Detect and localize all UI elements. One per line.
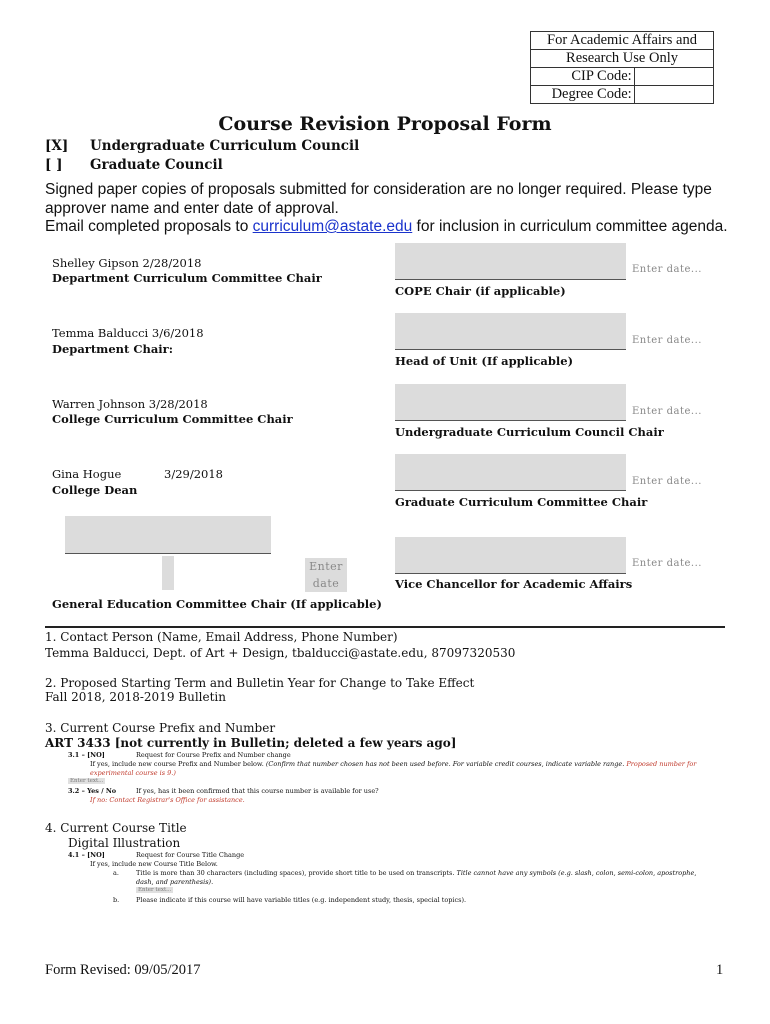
cope-chair-signature-field[interactable] [395, 243, 626, 279]
gcc-chair-date[interactable]: Enter date... [632, 476, 702, 487]
form-revised: Form Revised: 09/05/2017 [45, 962, 201, 978]
head-unit-line [395, 349, 626, 350]
s4-heading: 4. Current Course Title [45, 821, 187, 835]
vc-line [395, 573, 626, 574]
gen-ed-line [65, 553, 271, 554]
q41a-text [136, 869, 716, 887]
sig-dean-date: 3/29/2018 [164, 467, 223, 481]
head-unit-date[interactable]: Enter date... [632, 335, 702, 346]
q31-note-c: Proposed number for experimental course is 9.) [90, 760, 697, 777]
gen-ed-date[interactable] [305, 558, 347, 592]
sig-dean-name: Gina Hogue [52, 467, 122, 481]
q41-note: If yes, include new Course Title Below. [90, 860, 218, 868]
sig-dean-role: College Dean [52, 483, 138, 497]
q31-text: Request for Course Prefix and Number change [136, 751, 291, 759]
q41b-label: b. [113, 896, 120, 904]
s3-value[interactable]: ART 3433 [not currently in Bulletin; deleted a few years ago] [45, 736, 457, 750]
ucc-chair-line [395, 420, 626, 421]
q31-note [90, 760, 715, 778]
box-line-1: For Academic Affairs and [531, 32, 714, 50]
page-number: 1 [716, 962, 724, 978]
box-line-2: Research Use Only [531, 50, 714, 68]
vc-date[interactable]: Enter date... [632, 558, 702, 569]
gen-ed-signature-tail[interactable] [162, 556, 174, 590]
ugrad-council-mark[interactable]: [X] [45, 138, 69, 154]
cip-code-label: CIP Code: [531, 68, 635, 86]
academic-affairs-box [530, 31, 714, 104]
gen-ed-date-date: date [312, 577, 340, 590]
gen-ed-date-enter: Enter [309, 560, 343, 573]
gen-ed-signature-field[interactable] [65, 516, 271, 553]
intro-text [45, 181, 735, 237]
vc-role: Vice Chancellor for Academic Affairs [395, 577, 633, 591]
q32-text: If yes, has it been confirmed that this course number is available for use? [136, 787, 379, 795]
cope-chair-line [395, 279, 626, 280]
grad-council-label: Graduate Council [90, 157, 223, 173]
ucc-chair-date[interactable]: Enter date... [632, 406, 702, 417]
sig-dept-chair-role: Department Chair: [52, 342, 173, 356]
q41a-enter-text[interactable]: Enter text... [138, 887, 172, 893]
section-divider [45, 626, 725, 628]
q41-text: Request for Course Title Change [136, 851, 245, 859]
q31-enter-text[interactable]: Enter text... [70, 778, 104, 784]
s2-value[interactable]: Fall 2018, 2018-2019 Bulletin [45, 690, 226, 704]
q41b-text: Please indicate if this course will have variable titles (e.g. independent study, thesis, special topics). [136, 896, 467, 904]
s4-value[interactable]: Digital Illustration [68, 836, 181, 850]
page-title: Course Revision Proposal Form [218, 113, 552, 135]
q32-number[interactable]: 3.2 – Yes / No [68, 787, 117, 795]
q31-note-a: If yes, include new course Prefix and Number below. [90, 760, 266, 768]
degree-code-label: Degree Code: [531, 86, 635, 104]
q31-number[interactable]: 3.1 – [NO] [68, 751, 105, 759]
gcc-chair-role: Graduate Curriculum Committee Chair [395, 495, 648, 509]
email-link[interactable]: curriculum@astate.edu [252, 218, 413, 235]
gcc-chair-signature-field[interactable] [395, 454, 626, 490]
s3-heading: 3. Current Course Prefix and Number [45, 721, 276, 735]
s1-value[interactable]: Temma Balducci, Dept. of Art + Design, tbalducci@astate.edu, 87097320530 [45, 646, 516, 660]
cip-code-field[interactable] [634, 68, 713, 86]
s1-heading: 1. Contact Person (Name, Email Address, Phone Number) [45, 630, 398, 644]
degree-code-field[interactable] [634, 86, 713, 104]
s2-heading: 2. Proposed Starting Term and Bulletin Year for Change to Take Effect [45, 676, 475, 690]
q31-note-b: (Confirm that number chosen has not been used before. For variable credit courses, indicate variable range. [265, 760, 627, 768]
intro-line-1: Signed paper copies of proposals submitted for consideration are no longer required. Please type approver name and enter date of approval. [45, 181, 712, 217]
grad-council-mark[interactable]: [ ] [45, 157, 63, 173]
q32-note: If no: Contact Registrar's Office for assistance. [90, 796, 245, 804]
head-unit-role: Head of Unit (If applicable) [395, 354, 574, 368]
intro-line-2 [45, 218, 735, 237]
q41a-text-italic: Title cannot have any symbols (e.g. slash, colon, semi-colon, apostrophe, dash, and parenthesis). [136, 869, 697, 886]
sig-dept-curr-name: Shelley Gipson 2/28/2018 [52, 256, 202, 270]
q41a-text-main: Title is more than 30 characters (including spaces), provide short title to be used on transcripts. [136, 869, 457, 877]
gen-ed-role: General Education Committee Chair (If applicable) [52, 597, 382, 611]
vc-signature-field[interactable] [395, 537, 626, 573]
cope-chair-date[interactable]: Enter date... [632, 264, 702, 275]
ucc-chair-signature-field[interactable] [395, 384, 626, 420]
ucc-chair-role: Undergraduate Curriculum Council Chair [395, 425, 664, 439]
sig-dept-chair-name: Temma Balducci 3/6/2018 [52, 326, 204, 340]
q41a-label: a. [113, 869, 119, 877]
intro-email-pre: Email completed proposals to [45, 218, 253, 235]
intro-email-post: for inclusion in curriculum committee agenda. [412, 218, 728, 235]
cope-chair-role: COPE Chair (if applicable) [395, 284, 566, 298]
head-unit-signature-field[interactable] [395, 313, 626, 349]
sig-college-curr-role: College Curriculum Committee Chair [52, 412, 293, 426]
sig-college-curr-name: Warren Johnson 3/28/2018 [52, 397, 208, 411]
gcc-chair-line [395, 490, 626, 491]
sig-dept-curr-role: Department Curriculum Committee Chair [52, 271, 322, 285]
q41-number[interactable]: 4.1 – [NO] [68, 851, 105, 859]
ugrad-council-label: Undergraduate Curriculum Council [90, 138, 360, 154]
